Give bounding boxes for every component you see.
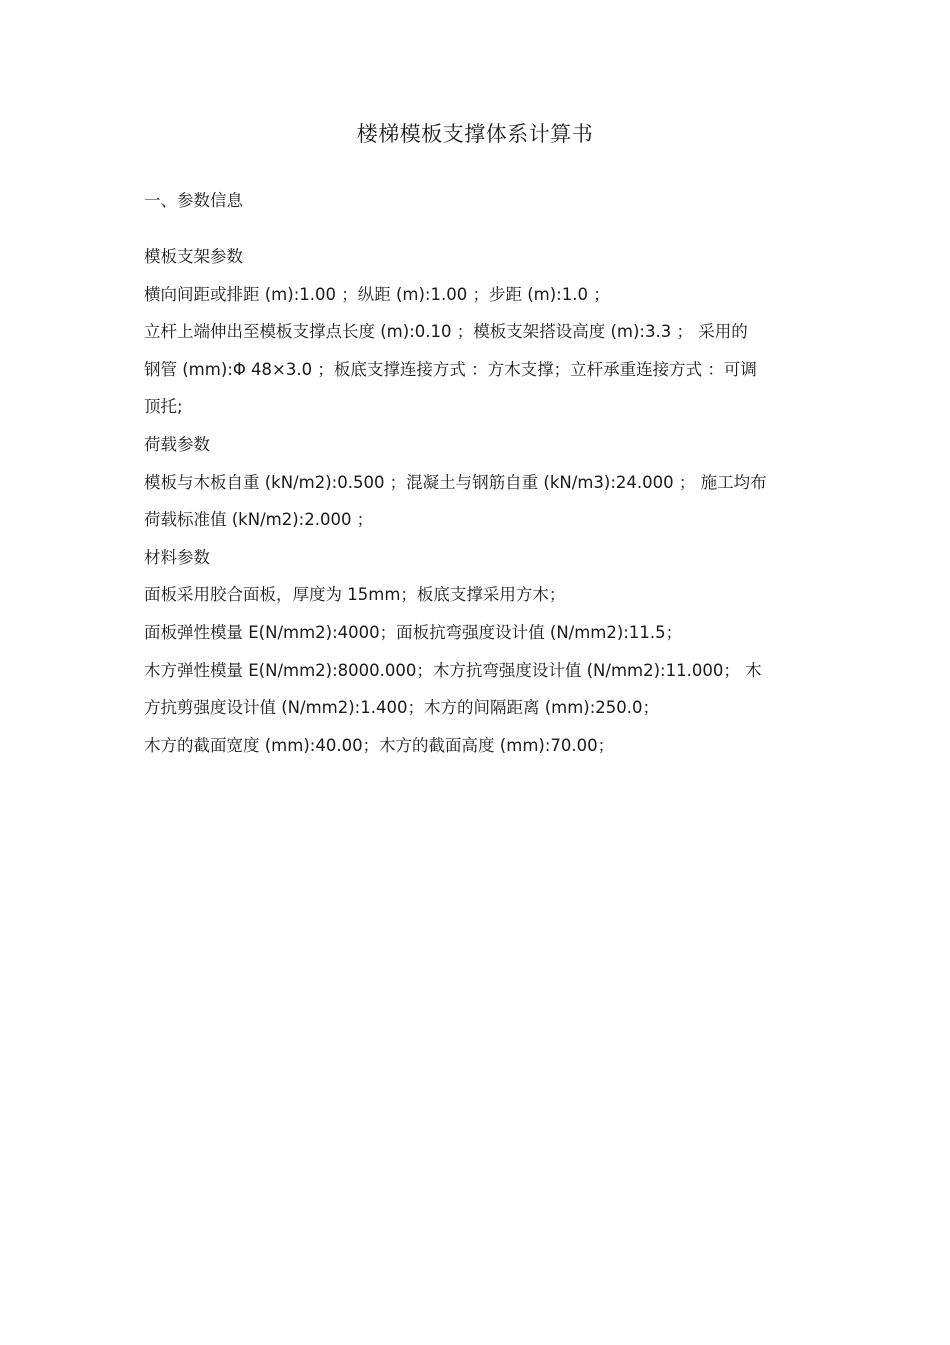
document-title: 楼梯模板支撑体系计算书 (356, 122, 594, 146)
paragraph-line: 模板与木板自重 (kN/m2):0.500 ；混凝土与钢筋自重 (kN/m3):24.000 ； 施工均布 (144, 472, 767, 492)
subheading-load: 荷载参数 (144, 434, 210, 454)
paragraph-line: 顶托; (144, 397, 183, 417)
paragraph-line: 钢管 (mm):Φ 48×3.0 ；板底支撑连接方式 ：方木支撑；立杆承重连接方式 ：可调 (144, 359, 757, 379)
paragraph-line: 木方弹性模量 E(N/mm2):8000.000；木方抗弯强度设计值 (N/mm2):11.000； 木 (144, 660, 762, 680)
support-frame-details-paragraph (144, 313, 808, 426)
load-details-paragraph (144, 464, 808, 539)
material-timber-section-line: 木方的截面宽度 (mm):40.00；木方的截面高度 (mm):70.00； (144, 735, 615, 755)
subheading-support-frame: 模板支架参数 (144, 247, 243, 266)
section-heading-parameters: 一、参数信息 (144, 191, 243, 210)
subheading-material: 材料参数 (144, 547, 210, 567)
document-body (144, 186, 808, 764)
material-panel-line: 面板采用胶合面板，厚度为 15mm；板底支撑采用方木； (144, 585, 566, 605)
paragraph-line: 方抗剪强度设计值 (N/mm2):1.400；木方的间隔距离 (mm):250.0； (144, 698, 660, 718)
paragraph-line: 荷载标准值 (kN/m2):2.000 ； (144, 510, 374, 530)
material-panel-strength-line: 面板弹性模量 E(N/mm2):4000；面板抗弯强度设计值 (N/mm2):11.5； (144, 622, 683, 642)
support-frame-spacing-line: 横向间距或排距 (m):1.00 ；纵距 (m):1.00 ；步距 (m):1.0 ； (144, 284, 610, 304)
paragraph-line: 立杆上端伸出至模板支撑点长度 (m):0.10 ；模板支架搭设高度 (m):3.3 ； 采用的 (144, 322, 748, 342)
material-timber-paragraph (144, 652, 808, 727)
